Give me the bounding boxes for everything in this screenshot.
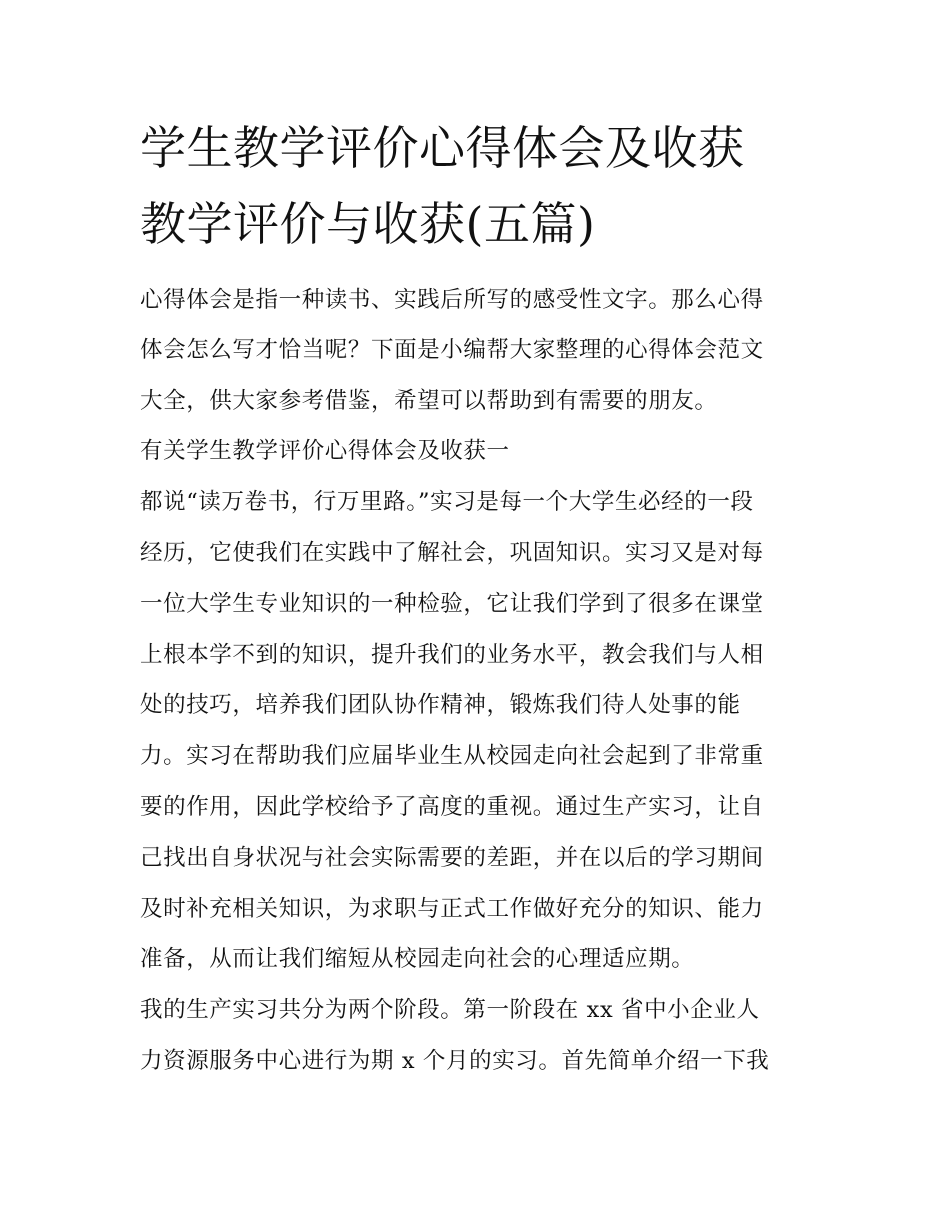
- body-line-8: 己找出自身状况与社会实际需要的差距，并在以后的学习期间: [140, 845, 764, 871]
- intro-line-3: 大全，供大家参考借鉴，希望可以帮助到有需要的朋友。: [140, 388, 718, 414]
- body-line-10: 准备，从而让我们缩短从校园走向社会的心理适应期。: [140, 946, 695, 972]
- body-line-4: 上根本学不到的知识，提升我们的业务水平，教会我们与人相: [140, 642, 764, 668]
- body-line-9: 及时补充相关知识，为求职与正式工作做好充分的知识、能力: [140, 896, 764, 922]
- document-title-line-1: 学生教学评价心得体会及收获: [140, 121, 745, 175]
- body-line-1: 都说“读万卷书，行万里路。”实习是每一个大学生必经的一段: [140, 489, 754, 515]
- body-line-7: 要的作用，因此学校给予了高度的重视。通过生产实习，让自: [140, 794, 764, 820]
- section-heading: 有关学生教学评价心得体会及收获一: [140, 438, 510, 464]
- body-line-3: 一位大学生专业知识的一种检验，它让我们学到了很多在课堂: [140, 591, 764, 617]
- document-title-line-2: 教学评价与收获(五篇): [140, 197, 596, 251]
- body-line-12: 力资源服务中心进行为期 x 个月的实习。首先简单介绍一下我: [140, 1048, 770, 1074]
- body-line-5: 处的技巧，培养我们团队协作精神，锻炼我们待人处事的能: [140, 692, 741, 718]
- intro-line-2: 体会怎么写才恰当呢？下面是小编帮大家整理的心得体会范文: [140, 337, 764, 363]
- body-line-6: 力。实习在帮助我们应届毕业生从校园走向社会起到了非常重: [140, 743, 764, 769]
- intro-line-1: 心得体会是指一种读书、实践后所写的感受性文字。那么心得: [140, 287, 764, 313]
- body-line-11: 我的生产实习共分为两个阶段。第一阶段在 xx 省中小企业人: [140, 997, 760, 1023]
- body-line-2: 经历，它使我们在实践中了解社会，巩固知识。实习又是对每: [140, 540, 764, 566]
